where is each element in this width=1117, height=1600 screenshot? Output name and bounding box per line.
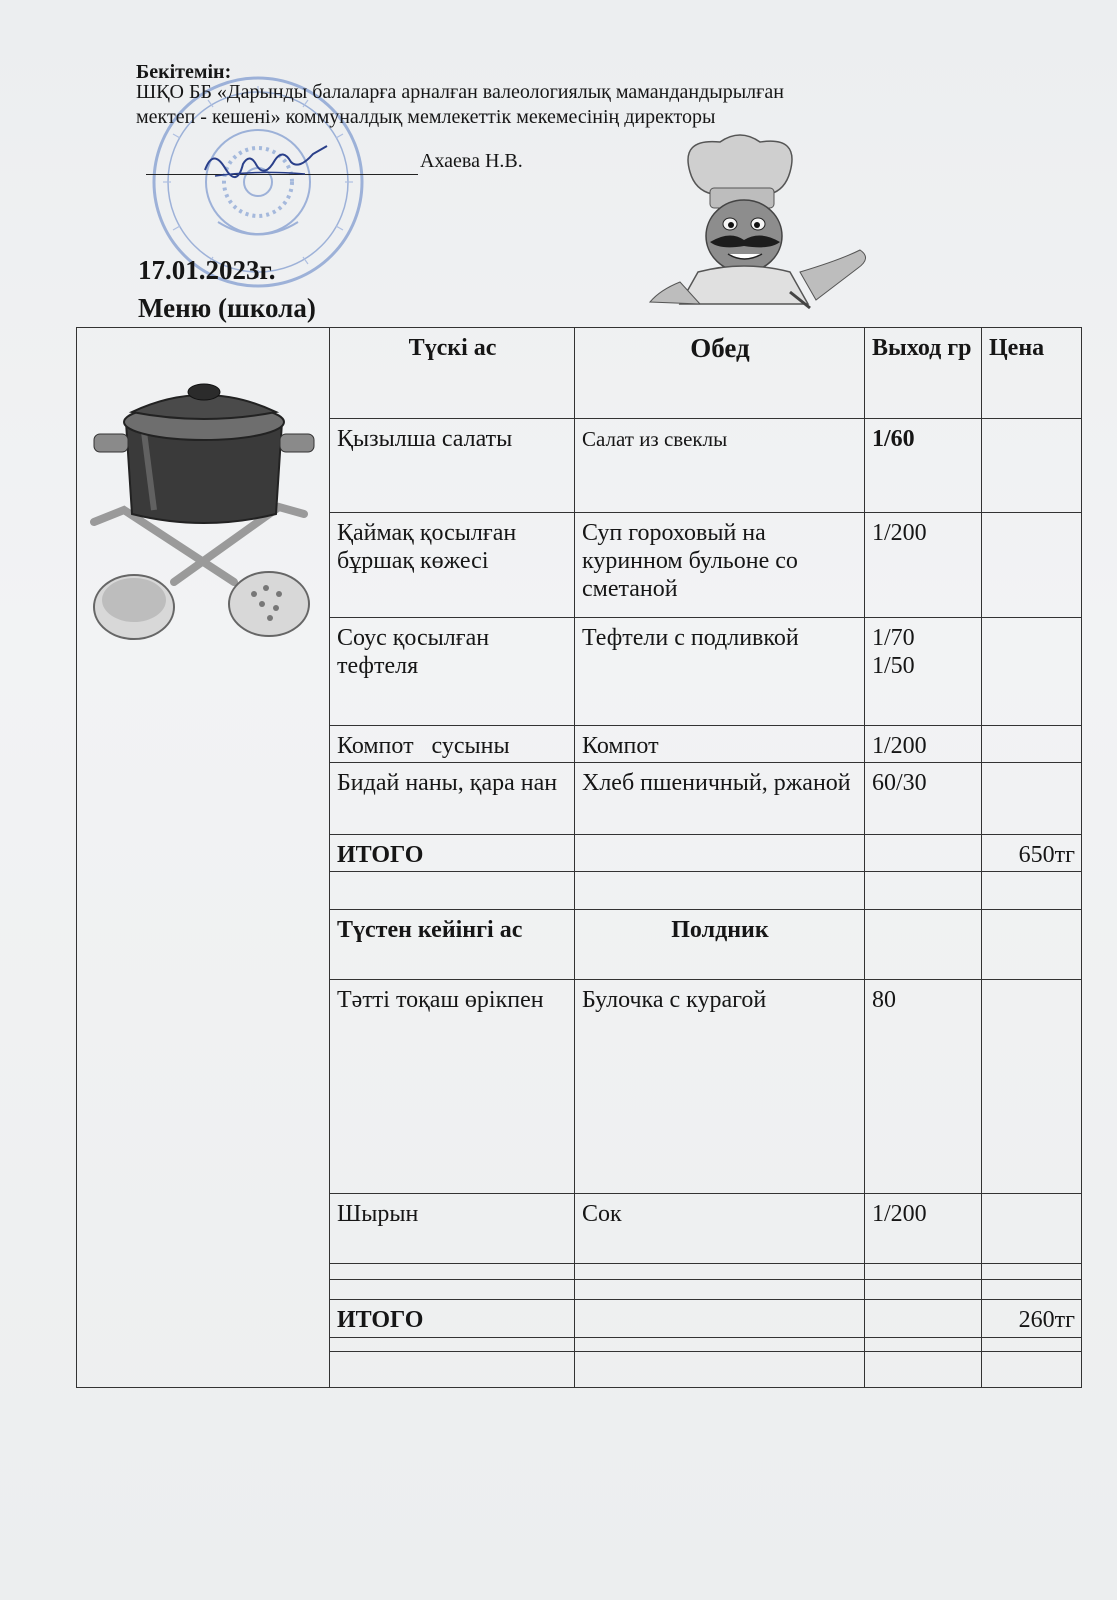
dish-kz: Қаймақ қосылған бұршақ көжесі [330, 513, 575, 618]
empty-cell [575, 835, 865, 872]
dish-price [982, 419, 1082, 513]
empty-cell [330, 1280, 575, 1300]
dish-weight: 1/60 [865, 419, 982, 513]
empty-cell [865, 1300, 982, 1338]
dish-ru: Сок [575, 1194, 865, 1264]
empty-cell [330, 1338, 575, 1352]
empty-cell [982, 1280, 1082, 1300]
image-column [77, 328, 330, 1388]
dish-kz: Бидай наны, қара нан [330, 763, 575, 835]
total-price: 260тг [982, 1300, 1082, 1338]
empty-cell [865, 1264, 982, 1280]
empty-cell [330, 1352, 575, 1388]
dish-ru: Салат из свеклы [575, 419, 865, 513]
empty-cell [575, 1300, 865, 1338]
empty-cell [330, 872, 575, 910]
dish-ru: Компот [575, 726, 865, 763]
dish-weight: 1/200 [865, 513, 982, 618]
handwritten-signature [195, 140, 335, 190]
dish-weight: 1/200 [865, 726, 982, 763]
empty-cell [575, 1280, 865, 1300]
dish-kz: Тәтті тоқаш өрікпен [330, 980, 575, 1194]
dish-kz: Соус қосылған тефтеля [330, 618, 575, 726]
dish-weight: 1/70 1/50 [865, 618, 982, 726]
menu-table [76, 327, 1082, 1388]
dish-ru: Хлеб пшеничный, ржаной [575, 763, 865, 835]
column-header-ru: Обед [575, 328, 865, 419]
approve-label: Бекітемін: [136, 61, 232, 83]
organization-line-2: мектеп - кешені» коммуналдық мемлекеттік мекемесінің директоры [136, 106, 716, 128]
total-price: 650тг [982, 835, 1082, 872]
dish-price [982, 763, 1082, 835]
total-label: ИТОГО [330, 835, 575, 872]
menu-date: 17.01.2023г. [138, 255, 276, 285]
snack-header-ru: Полдник [575, 910, 865, 980]
empty-cell [865, 835, 982, 872]
dish-kz: Қызылша салаты [330, 419, 575, 513]
empty-cell [982, 1352, 1082, 1388]
dish-weight: 1/200 [865, 1194, 982, 1264]
director-name: Ахаева Н.В. [420, 150, 523, 172]
empty-cell [982, 910, 1082, 980]
dish-kz: Компот сусыны [330, 726, 575, 763]
dish-price [982, 618, 1082, 726]
empty-cell [865, 872, 982, 910]
empty-cell [575, 1264, 865, 1280]
dish-weight: 80 [865, 980, 982, 1194]
empty-cell [982, 1264, 1082, 1280]
empty-cell [865, 1352, 982, 1388]
empty-cell [575, 872, 865, 910]
column-header-price: Цена [982, 328, 1082, 419]
dish-price [982, 1194, 1082, 1264]
column-header-kz: Түскі ас [330, 328, 575, 419]
dish-price [982, 726, 1082, 763]
dish-price [982, 513, 1082, 618]
table-header-row [77, 328, 1082, 419]
empty-cell [865, 910, 982, 980]
dish-ru: Булочка с курагой [575, 980, 865, 1194]
empty-cell [575, 1352, 865, 1388]
dish-weight: 60/30 [865, 763, 982, 835]
empty-cell [865, 1280, 982, 1300]
snack-header-kz: Түстен кейінгі ас [330, 910, 575, 980]
dish-ru: Тефтели с подливкой [575, 618, 865, 726]
empty-cell [330, 1264, 575, 1280]
organization-line-1: ШҚО ББ «Дарынды балаларға арналған валеологиялық мамандандырылған [136, 81, 784, 103]
column-header-weight: Выход гр [865, 328, 982, 419]
empty-cell [982, 1338, 1082, 1352]
empty-cell [865, 1338, 982, 1352]
menu-title: Меню (школа) [138, 293, 316, 323]
dish-ru: Суп гороховый на куринном бульоне со сметаной [575, 513, 865, 618]
dish-kz: Шырын [330, 1194, 575, 1264]
dish-price [982, 980, 1082, 1194]
total-label: ИТОГО [330, 1300, 575, 1338]
empty-cell [575, 1338, 865, 1352]
chef-cartoon-image [640, 132, 880, 312]
empty-cell [982, 872, 1082, 910]
